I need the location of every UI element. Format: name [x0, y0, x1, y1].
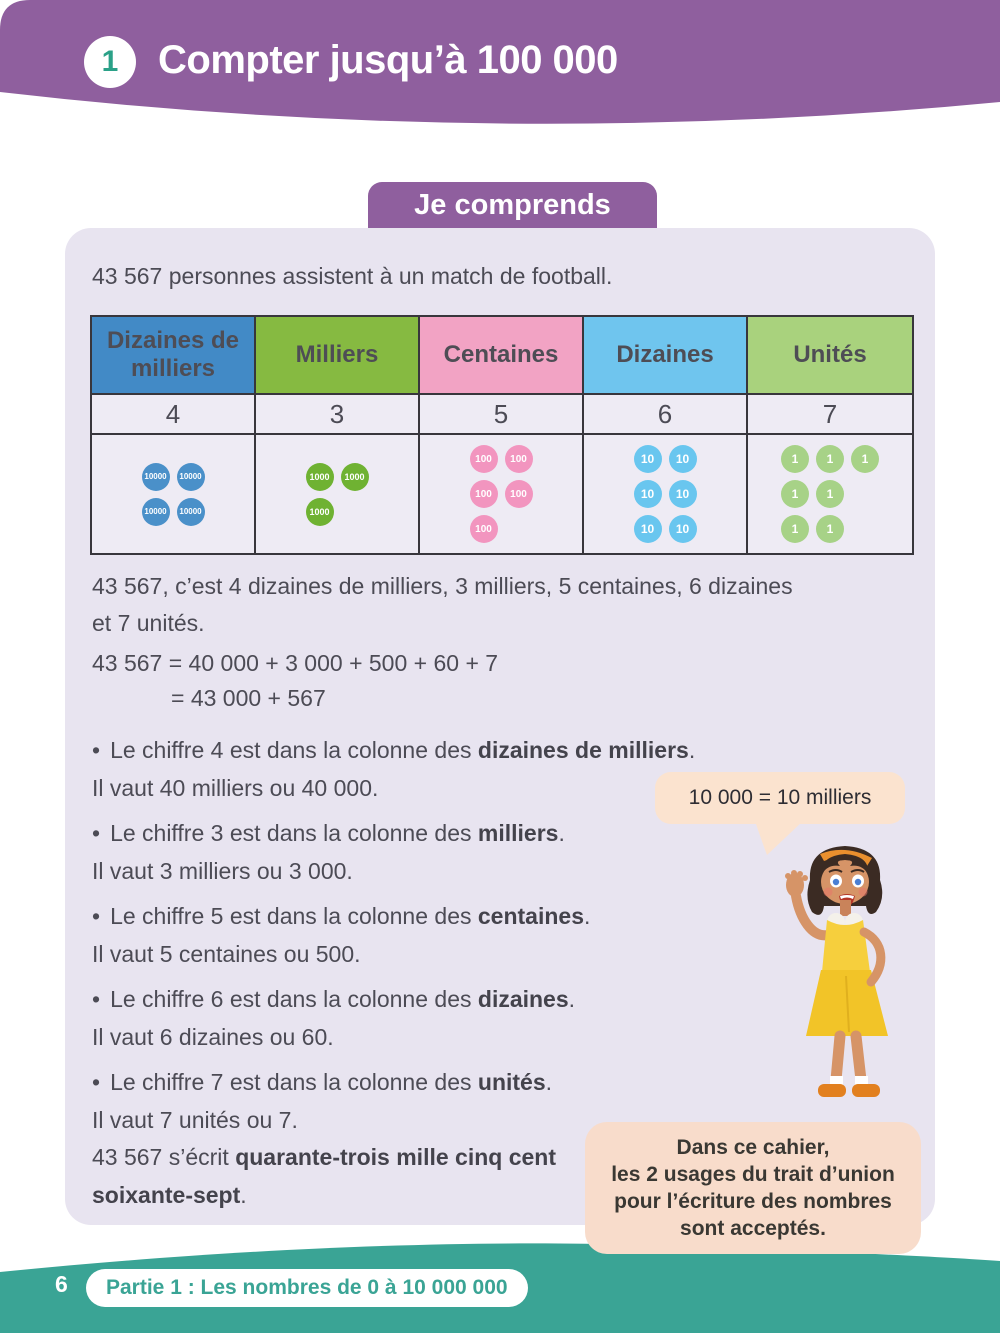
bullet-pre: Le chiffre 3 est dans la colonne des	[110, 820, 478, 846]
bullet-marker: •	[92, 986, 101, 1012]
counter-token: 10	[634, 480, 662, 508]
bullet-pre: Le chiffre 5 est dans la colonne des	[110, 903, 478, 929]
lesson-number: 1	[101, 45, 119, 78]
bullet-item-1	[92, 814, 712, 890]
girl-illustration	[750, 840, 910, 1102]
counter-rows-3	[634, 445, 697, 543]
counter-row	[470, 480, 533, 508]
lesson-number-badge	[84, 36, 136, 88]
counter-token: 10	[634, 515, 662, 543]
place-value-table	[90, 315, 914, 555]
digit-cell-4: 7	[822, 398, 838, 429]
bullet-bold: dizaines de milliers	[477, 737, 689, 763]
bullet-line2: Il vaut 7 unités ou 7.	[92, 1107, 298, 1133]
explanation-line: 43 567, c’est 4 dizaines de milliers, 3 milliers, 5 centaines, 6 dizaines	[92, 573, 793, 599]
note-line-2: pour l’écriture des nombres	[614, 1190, 892, 1213]
digit-cell-3: 6	[584, 395, 748, 433]
counter-row	[306, 498, 334, 526]
explanation-line: et 7 unités.	[92, 610, 205, 636]
counter-token: 1	[816, 445, 844, 473]
counter-token: 10000	[177, 498, 205, 526]
table-counter-row	[92, 435, 912, 553]
bullet-line1	[92, 814, 712, 852]
counter-token: 1000	[306, 463, 334, 491]
counter-token: 1000	[306, 498, 334, 526]
bullet-line2: Il vaut 40 milliers ou 40 000.	[92, 775, 379, 801]
counter-row	[781, 515, 844, 543]
column-header-0: Dizaines de milliers	[92, 317, 256, 393]
counter-cell-4	[748, 435, 912, 553]
counter-token: 10	[634, 445, 662, 473]
decomposition-equation: 43 567 = 40 000 + 3 000 + 500 + 60 + 7	[92, 650, 499, 676]
page-number: 6	[55, 1271, 68, 1297]
counter-token: 1	[816, 515, 844, 543]
explanation-paragraph	[92, 568, 793, 642]
counter-token: 100	[505, 480, 533, 508]
counter-row	[470, 515, 498, 543]
digit-cell-1: 3	[256, 395, 420, 433]
footer-part-label	[86, 1269, 528, 1307]
note-line-1: les 2 usages du trait d’union	[611, 1163, 895, 1186]
counter-token: 1	[851, 445, 879, 473]
column-header-3: Dizaines	[584, 317, 748, 393]
counter-token: 100	[470, 515, 498, 543]
counter-token: 100	[470, 480, 498, 508]
lesson-content-panel	[65, 228, 935, 1240]
bullet-marker: •	[92, 1069, 101, 1095]
note-line-0: Dans ce cahier,	[676, 1136, 830, 1159]
bullet-bold: dizaines	[477, 986, 569, 1012]
counter-row	[634, 480, 697, 508]
bullet-line1	[92, 731, 712, 769]
bullet-line2: Il vaut 6 dizaines ou 60.	[92, 1024, 334, 1050]
bullet-marker: •	[92, 820, 101, 846]
bullet-pre: Le chiffre 7 est dans la colonne des	[110, 1069, 478, 1095]
footer-part-label-text: Partie 1 : Les nombres de 0 à 10 000 000	[106, 1276, 508, 1299]
bullet-post: .	[584, 903, 591, 929]
table-digit-row	[92, 395, 912, 435]
counter-token: 10000	[177, 463, 205, 491]
bullet-item-0	[92, 731, 712, 807]
counter-cell-2	[420, 435, 584, 553]
decomposition-equation: = 43 000 + 567	[171, 685, 326, 711]
counter-row	[470, 445, 533, 473]
column-header-2: Centaines	[420, 317, 584, 393]
bullet-marker: •	[92, 737, 101, 763]
digit-cell-0: 4	[92, 395, 256, 433]
counter-token: 1000	[341, 463, 369, 491]
counter-token: 1	[781, 445, 809, 473]
page-title: Compter jusqu’à 100 000	[158, 38, 618, 82]
counter-token: 1	[781, 480, 809, 508]
counter-rows-1	[306, 463, 369, 526]
bullet-pre: Le chiffre 4 est dans la colonne des	[110, 737, 478, 763]
closing-bold: quarante-trois mille cinq cent soixante-sept	[92, 1144, 556, 1208]
counter-token: 10	[669, 515, 697, 543]
bullet-item-2	[92, 897, 712, 973]
counter-token: 10000	[142, 498, 170, 526]
column-header-4: Unités	[748, 317, 912, 393]
counter-row	[306, 463, 369, 491]
bullet-post: .	[688, 737, 696, 763]
counter-row	[634, 445, 697, 473]
table-header-row	[92, 317, 912, 395]
closing-post: .	[240, 1182, 247, 1208]
counter-token: 100	[470, 445, 498, 473]
section-badge-label: Je comprends	[414, 188, 611, 221]
counter-row	[142, 498, 205, 526]
bullet-pre: Le chiffre 6 est dans la colonne des	[110, 986, 478, 1012]
counter-row	[781, 480, 844, 508]
bullet-item-3	[92, 980, 712, 1056]
counter-token: 100	[505, 445, 533, 473]
intro-sentence: 43 567 personnes assistent à un match de football.	[92, 263, 613, 289]
counter-token: 10	[669, 445, 697, 473]
counter-token: 1	[781, 515, 809, 543]
counter-rows-0	[142, 463, 205, 526]
bullet-bold: unités	[477, 1069, 546, 1095]
counter-token: 10	[669, 480, 697, 508]
closing-sentence	[92, 1138, 637, 1214]
digit-cell-2: 5	[420, 395, 584, 433]
bullet-post: .	[558, 820, 565, 846]
counter-cell-1	[256, 435, 420, 553]
counter-row	[142, 463, 205, 491]
counter-row	[781, 445, 879, 473]
closing-pre: 43 567 s’écrit	[92, 1144, 236, 1170]
bullet-line1	[92, 980, 712, 1018]
bullet-post: .	[545, 1069, 553, 1095]
bullet-bold: centaines	[477, 903, 584, 929]
counter-rows-2	[470, 445, 533, 543]
bullet-post: .	[568, 986, 576, 1012]
counter-token: 10000	[142, 463, 170, 491]
bullet-line2: Il vaut 5 centaines ou 500.	[92, 941, 361, 967]
bullet-line2: Il vaut 3 milliers ou 3 000.	[92, 858, 353, 884]
section-badge	[368, 182, 657, 228]
note-line-3: sont acceptés.	[680, 1217, 826, 1240]
bullet-marker: •	[92, 903, 101, 929]
counter-token: 1	[816, 480, 844, 508]
counter-rows-4	[781, 445, 879, 543]
bullet-line1	[92, 897, 712, 935]
column-header-1: Milliers	[256, 317, 420, 393]
note-box	[585, 1122, 921, 1254]
speech-bubble	[655, 772, 905, 824]
digit-explanations-list	[92, 731, 712, 1146]
counter-cell-0	[92, 435, 256, 553]
counter-cell-3	[584, 435, 748, 553]
counter-row	[634, 515, 697, 543]
speech-bubble-text: 10 000 = 10 milliers	[688, 786, 872, 809]
bullet-bold: milliers	[477, 820, 559, 846]
bullet-line1	[92, 1063, 712, 1101]
